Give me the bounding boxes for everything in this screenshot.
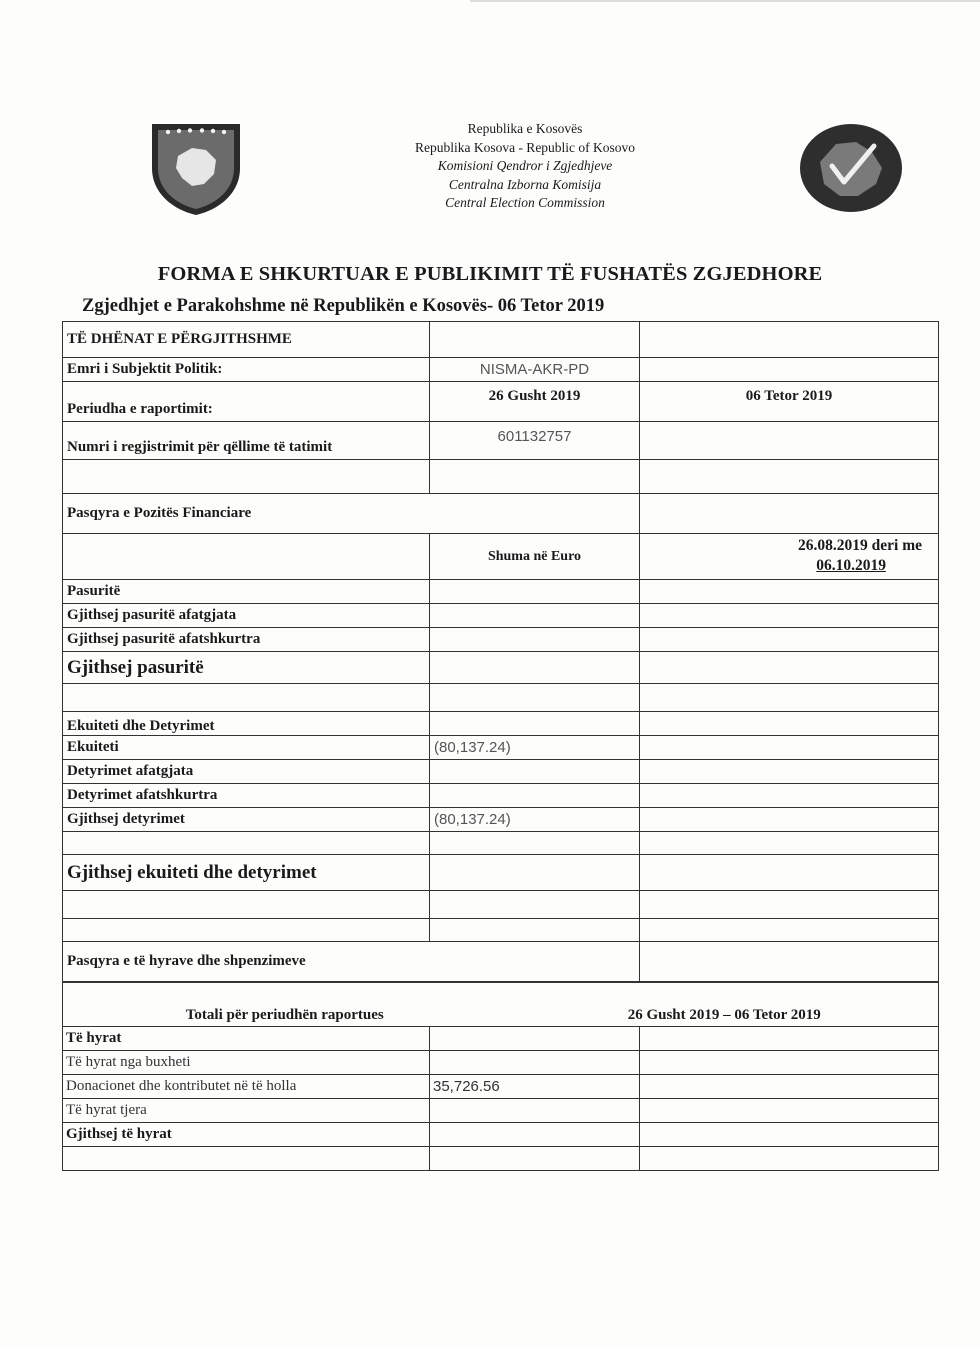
donations-value: 35,726.56 bbox=[430, 1075, 640, 1099]
header-line-5: Central Election Commission bbox=[445, 195, 605, 210]
other-revenues-label: Të hyrat tjera bbox=[63, 1099, 430, 1123]
table-row bbox=[63, 1123, 939, 1147]
period-column-line-1: 26.08.2019 deri me bbox=[798, 537, 922, 554]
table-row bbox=[63, 1075, 939, 1099]
table-row bbox=[63, 760, 939, 784]
table-row bbox=[63, 832, 939, 855]
period-from: 26 Gusht 2019 bbox=[430, 382, 640, 422]
form-subtitle: Zgjedhjet e Parakohshme në Republikën e Kosovës- 06 Tetor 2019 bbox=[82, 296, 605, 316]
table-row bbox=[63, 580, 939, 604]
financial-position-heading: Pasqyra e Pozitës Financiare bbox=[63, 494, 640, 534]
table-row bbox=[63, 808, 939, 832]
total-liabilities-label: Gjithsej detyrimet bbox=[63, 808, 430, 832]
period-column-header bbox=[640, 534, 939, 580]
scan-edge bbox=[470, 0, 980, 2]
table-row bbox=[63, 382, 939, 422]
table-row bbox=[63, 942, 939, 982]
table-row bbox=[63, 1147, 939, 1171]
table-row bbox=[63, 1027, 939, 1051]
header-line-2: Republika Kosova - Republic of Kosovo bbox=[414, 139, 636, 155]
table-row bbox=[63, 534, 939, 580]
commission-header bbox=[330, 120, 720, 213]
entity-label: Emri i Subjektit Politik: bbox=[63, 358, 430, 382]
reporting-period-value: 26 Gusht 2019 – 06 Tetor 2019 bbox=[430, 983, 939, 1027]
noncurrent-assets-label: Gjithsej pasuritë afatgjata bbox=[63, 604, 430, 628]
budget-revenues-label: Të hyrat nga buxheti bbox=[63, 1051, 430, 1075]
period-column-line-2: 06.10.2019 bbox=[816, 557, 886, 574]
equity-value: (80,137.24) bbox=[430, 736, 640, 760]
donations-label: Donacionet dhe kontributet në të holla bbox=[63, 1075, 430, 1099]
table-row bbox=[63, 983, 939, 1027]
total-equity-liabilities-label: Gjithsej ekuiteti dhe detyrimet bbox=[63, 855, 430, 891]
table-row bbox=[63, 604, 939, 628]
table-row bbox=[63, 712, 939, 736]
entity-value: NISMA-AKR-PD bbox=[430, 358, 640, 382]
equity-label: Ekuiteti bbox=[63, 736, 430, 760]
header-line-3: Komisioni Qendror i Zgjedhjeve bbox=[437, 158, 613, 173]
current-liabilities-label: Detyrimet afatshkurtra bbox=[63, 784, 430, 808]
table-row bbox=[63, 919, 939, 942]
current-assets-label: Gjithsej pasuritë afatshkurtra bbox=[63, 628, 430, 652]
table-row bbox=[63, 736, 939, 760]
table-row bbox=[63, 784, 939, 808]
amount-column-header: Shuma në Euro bbox=[430, 534, 640, 580]
table-row bbox=[63, 1099, 939, 1123]
total-revenues-label: Gjithsej të hyrat bbox=[63, 1123, 430, 1147]
income-statement-heading: Pasqyra e të hyrave dhe shpenzimeve bbox=[63, 942, 640, 982]
header-line-1: Republika e Kosovës bbox=[467, 121, 583, 136]
revenues-label: Të hyrat bbox=[63, 1027, 430, 1051]
report-table bbox=[62, 321, 938, 1171]
table-row bbox=[63, 855, 939, 891]
table-row bbox=[63, 460, 939, 494]
header-line-4: Centralna Izborna Komisija bbox=[448, 176, 602, 192]
total-liabilities-value: (80,137.24) bbox=[430, 808, 640, 832]
table-row bbox=[63, 494, 939, 534]
cec-logo-icon bbox=[798, 122, 904, 214]
table-row bbox=[63, 891, 939, 919]
assets-label: Pasuritë bbox=[63, 580, 430, 604]
table-row bbox=[63, 422, 939, 460]
table-row bbox=[63, 358, 939, 382]
table-row bbox=[63, 652, 939, 684]
table-row bbox=[63, 628, 939, 652]
table-row bbox=[63, 684, 939, 712]
tax-label: Numri i regjistrimit për qëllime të tatimit bbox=[63, 422, 430, 460]
form-title: FORMA E SHKURTUAR E PUBLIKIMIT TË FUSHATËS ZGJEDHORE bbox=[157, 263, 823, 285]
equity-liabilities-label: Ekuiteti dhe Detyrimet bbox=[63, 712, 430, 736]
noncurrent-liabilities-label: Detyrimet afatgjata bbox=[63, 760, 430, 784]
period-to: 06 Tetor 2019 bbox=[640, 382, 939, 422]
table-row bbox=[63, 322, 939, 358]
tax-value: 601132757 bbox=[430, 422, 640, 460]
table-row bbox=[63, 1051, 939, 1075]
kosovo-coat-of-arms-icon bbox=[148, 118, 244, 216]
period-label: Periudha e raportimit: bbox=[63, 382, 430, 422]
total-assets-label: Gjithsej pasuritë bbox=[63, 652, 430, 684]
reporting-period-label: Totali për periudhën raportues bbox=[63, 983, 430, 1027]
general-heading: TË DHËNAT E PËRGJITHSHME bbox=[63, 322, 430, 358]
